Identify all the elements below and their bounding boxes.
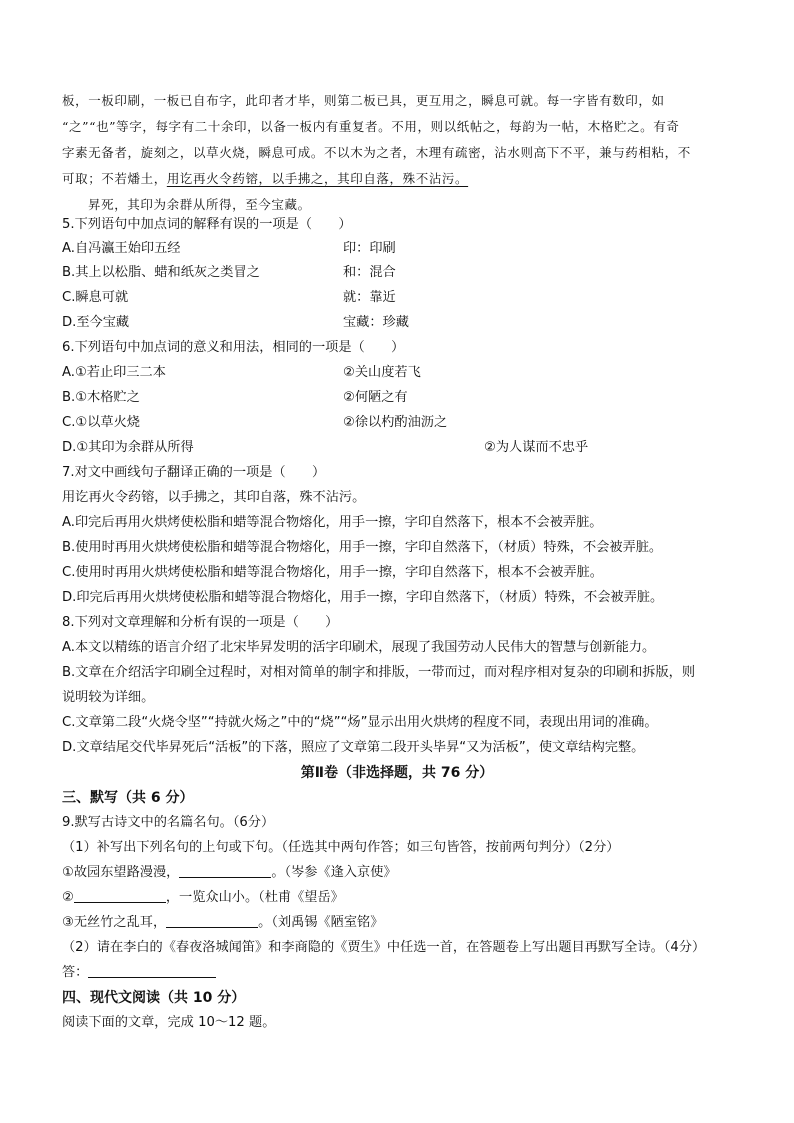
q6-option-b-2: ②何陋之有: [343, 390, 408, 405]
item-source: 。（岑参《逢入京使》: [271, 865, 397, 880]
q5-option-d-gloss: 宝藏：珍藏: [343, 315, 409, 330]
passage-line: 板，一板印刷，一板已自布字，此印者才毕，则第二板已具，更互用之，瞬息可就。每一字皆有数印，如: [62, 93, 665, 108]
q8-option-b-cont: 说明较为详细。: [62, 690, 155, 705]
q9-item-1: [62, 862, 397, 884]
section4-instruction: 阅读下面的文章，完成 10～12 题。: [62, 1015, 276, 1030]
passage-line-start: 可取；不若燔土，: [62, 171, 167, 186]
q9-sub2: （2）请在李白的《春夜洛城闻笛》和李商隐的《贾生》中任选一首，在答题卷上写出题目再默写全诗。（4分）: [62, 940, 706, 955]
answer-blank[interactable]: [179, 863, 271, 878]
item-text: ③无丝竹之乱耳，: [62, 915, 167, 930]
classical-passage: [62, 88, 732, 218]
q9-item-2: [62, 887, 344, 909]
q7-option-b: B.使用时再用火烘烤使松脂和蜡等混合物熔化，用手一擦，字印自然落下，（材质）特殊，不会被弄脏。: [62, 540, 663, 555]
item-source: ，一览众山小。（杜甫《望岳》: [165, 890, 344, 905]
q5-option-b: B.其上以松脂、蜡和纸灰之类冒之: [62, 265, 260, 280]
q5-option-b-gloss: 和：混合: [343, 265, 396, 280]
q9-sub1: （1）补写出下列名句的上句或下句。（任选其中两句作答；如三句皆答，按前两句判分）（2分）: [62, 840, 620, 855]
q6-option-c-2: ②徐以杓酌油沥之: [343, 415, 448, 430]
q7-stem: 7.对文中画线句子翻译正确的一项是（ ）: [62, 465, 326, 480]
q6-stem: 6.下列语句中加点词的意义和用法，相同的一项是（ ）: [62, 340, 405, 355]
q6-option-c-1: C.①以草火烧: [62, 415, 140, 430]
q6-option-d-2: ②为人谋而不忠乎: [484, 440, 589, 455]
answer-blank[interactable]: [88, 963, 216, 978]
q8-option-a: A.本文以精练的语言介绍了北宋毕昇发明的活字印刷术，展现了我国劳动人民伟大的智慧与创新能力。: [62, 640, 656, 655]
underlined-sentence: 用讫再火令药镕，以手拂之，其印自落，殊不沾污。: [166, 171, 469, 186]
section3-title: 三、默写（共 6 分）: [62, 790, 194, 806]
q9-stem: 9.默写古诗文中的名篇名句。（6分）: [62, 815, 275, 830]
q5-option-c: C.瞬息可就: [62, 290, 129, 305]
item-text: ①故园东望路漫漫，: [62, 865, 180, 880]
item-source: 。（刘禹锡《陋室铭》: [258, 915, 384, 930]
q5-option-c-gloss: 就：靠近: [343, 290, 396, 305]
q8-stem: 8.下列对文章理解和分析有误的一项是（ ）: [62, 615, 339, 630]
answer-blank[interactable]: [74, 888, 166, 903]
q9-answer-line: [62, 962, 216, 984]
passage-line: [62, 166, 732, 192]
q6-option-a-2: ②关山度若飞: [343, 365, 421, 380]
q6-option-b-1: B.①木格贮之: [62, 390, 140, 405]
q8-option-c: C.文章第二段“火烧令坚”“持就火炀之”中的“烧”“炀”显示出用火烘烤的程度不同，表现出用词的准确。: [62, 715, 658, 730]
answer-blank[interactable]: [166, 913, 258, 928]
q5-stem: 5.下列语句中加点词的解释有误的一项是（ ）: [62, 217, 352, 232]
q5-option-a-gloss: 印：印刷: [343, 241, 396, 256]
item-text: ②: [62, 890, 74, 905]
q8-option-b: B.文章在介绍活字印刷全过程时，对相对简单的制字和排版，一带而过，而对程序相对复杂的印刷和拆版，则: [62, 665, 696, 680]
q9-item-3: [62, 912, 383, 934]
passage-line: “之”“也”等字，每字有二十余印，以备一板内有重复者。不用，则以纸帖之，每韵为一帖，木格贮之。有奇: [62, 119, 680, 134]
q5-option-d: D.至今宝藏: [62, 315, 130, 330]
answer-label: 答：: [62, 965, 89, 980]
q5-option-a: A.自冯瀛王始印五经: [62, 241, 181, 256]
part2-title: 第Ⅱ卷（非选择题，共 76 分）: [300, 765, 494, 781]
q6-option-d-1: D.①其印为余群从所得: [62, 440, 194, 455]
section4-title: 四、现代文阅读（共 10 分）: [62, 990, 246, 1006]
q7-option-d: D.印完后再用火烘烤使松脂和蜡等混合物熔化，用手一擦，字印自然落下，（材质）特殊，不会被弄脏。: [62, 590, 664, 605]
q7-option-a: A.印完后再用火烘烤使松脂和蜡等混合物熔化，用手一擦，字印自然落下，根本不会被弄脏。: [62, 515, 603, 530]
passage-last-line: 昇死，其印为余群从所得，至今宝藏。: [88, 197, 311, 212]
q7-option-c: C.使用时再用火烘烤使松脂和蜡等混合物熔化，用手一擦，字印自然落下，根本不会被弄脏。: [62, 565, 603, 580]
passage-line: 字素无备者，旋刻之，以草火烧，瞬息可成。不以木为之者，木理有疏密，沾水则高下不平，兼与药相粘，不: [62, 145, 691, 160]
q7-sentence: 用讫再火令药镕，以手拂之，其印自落，殊不沾污。: [62, 490, 366, 505]
q8-option-d: D.文章结尾交代毕昇死后“活板”的下落，照应了文章第二段开头毕昇“又为活板”，使文章结构完整。: [62, 740, 645, 755]
q6-option-a-1: A.①若止印三二本: [62, 365, 166, 380]
